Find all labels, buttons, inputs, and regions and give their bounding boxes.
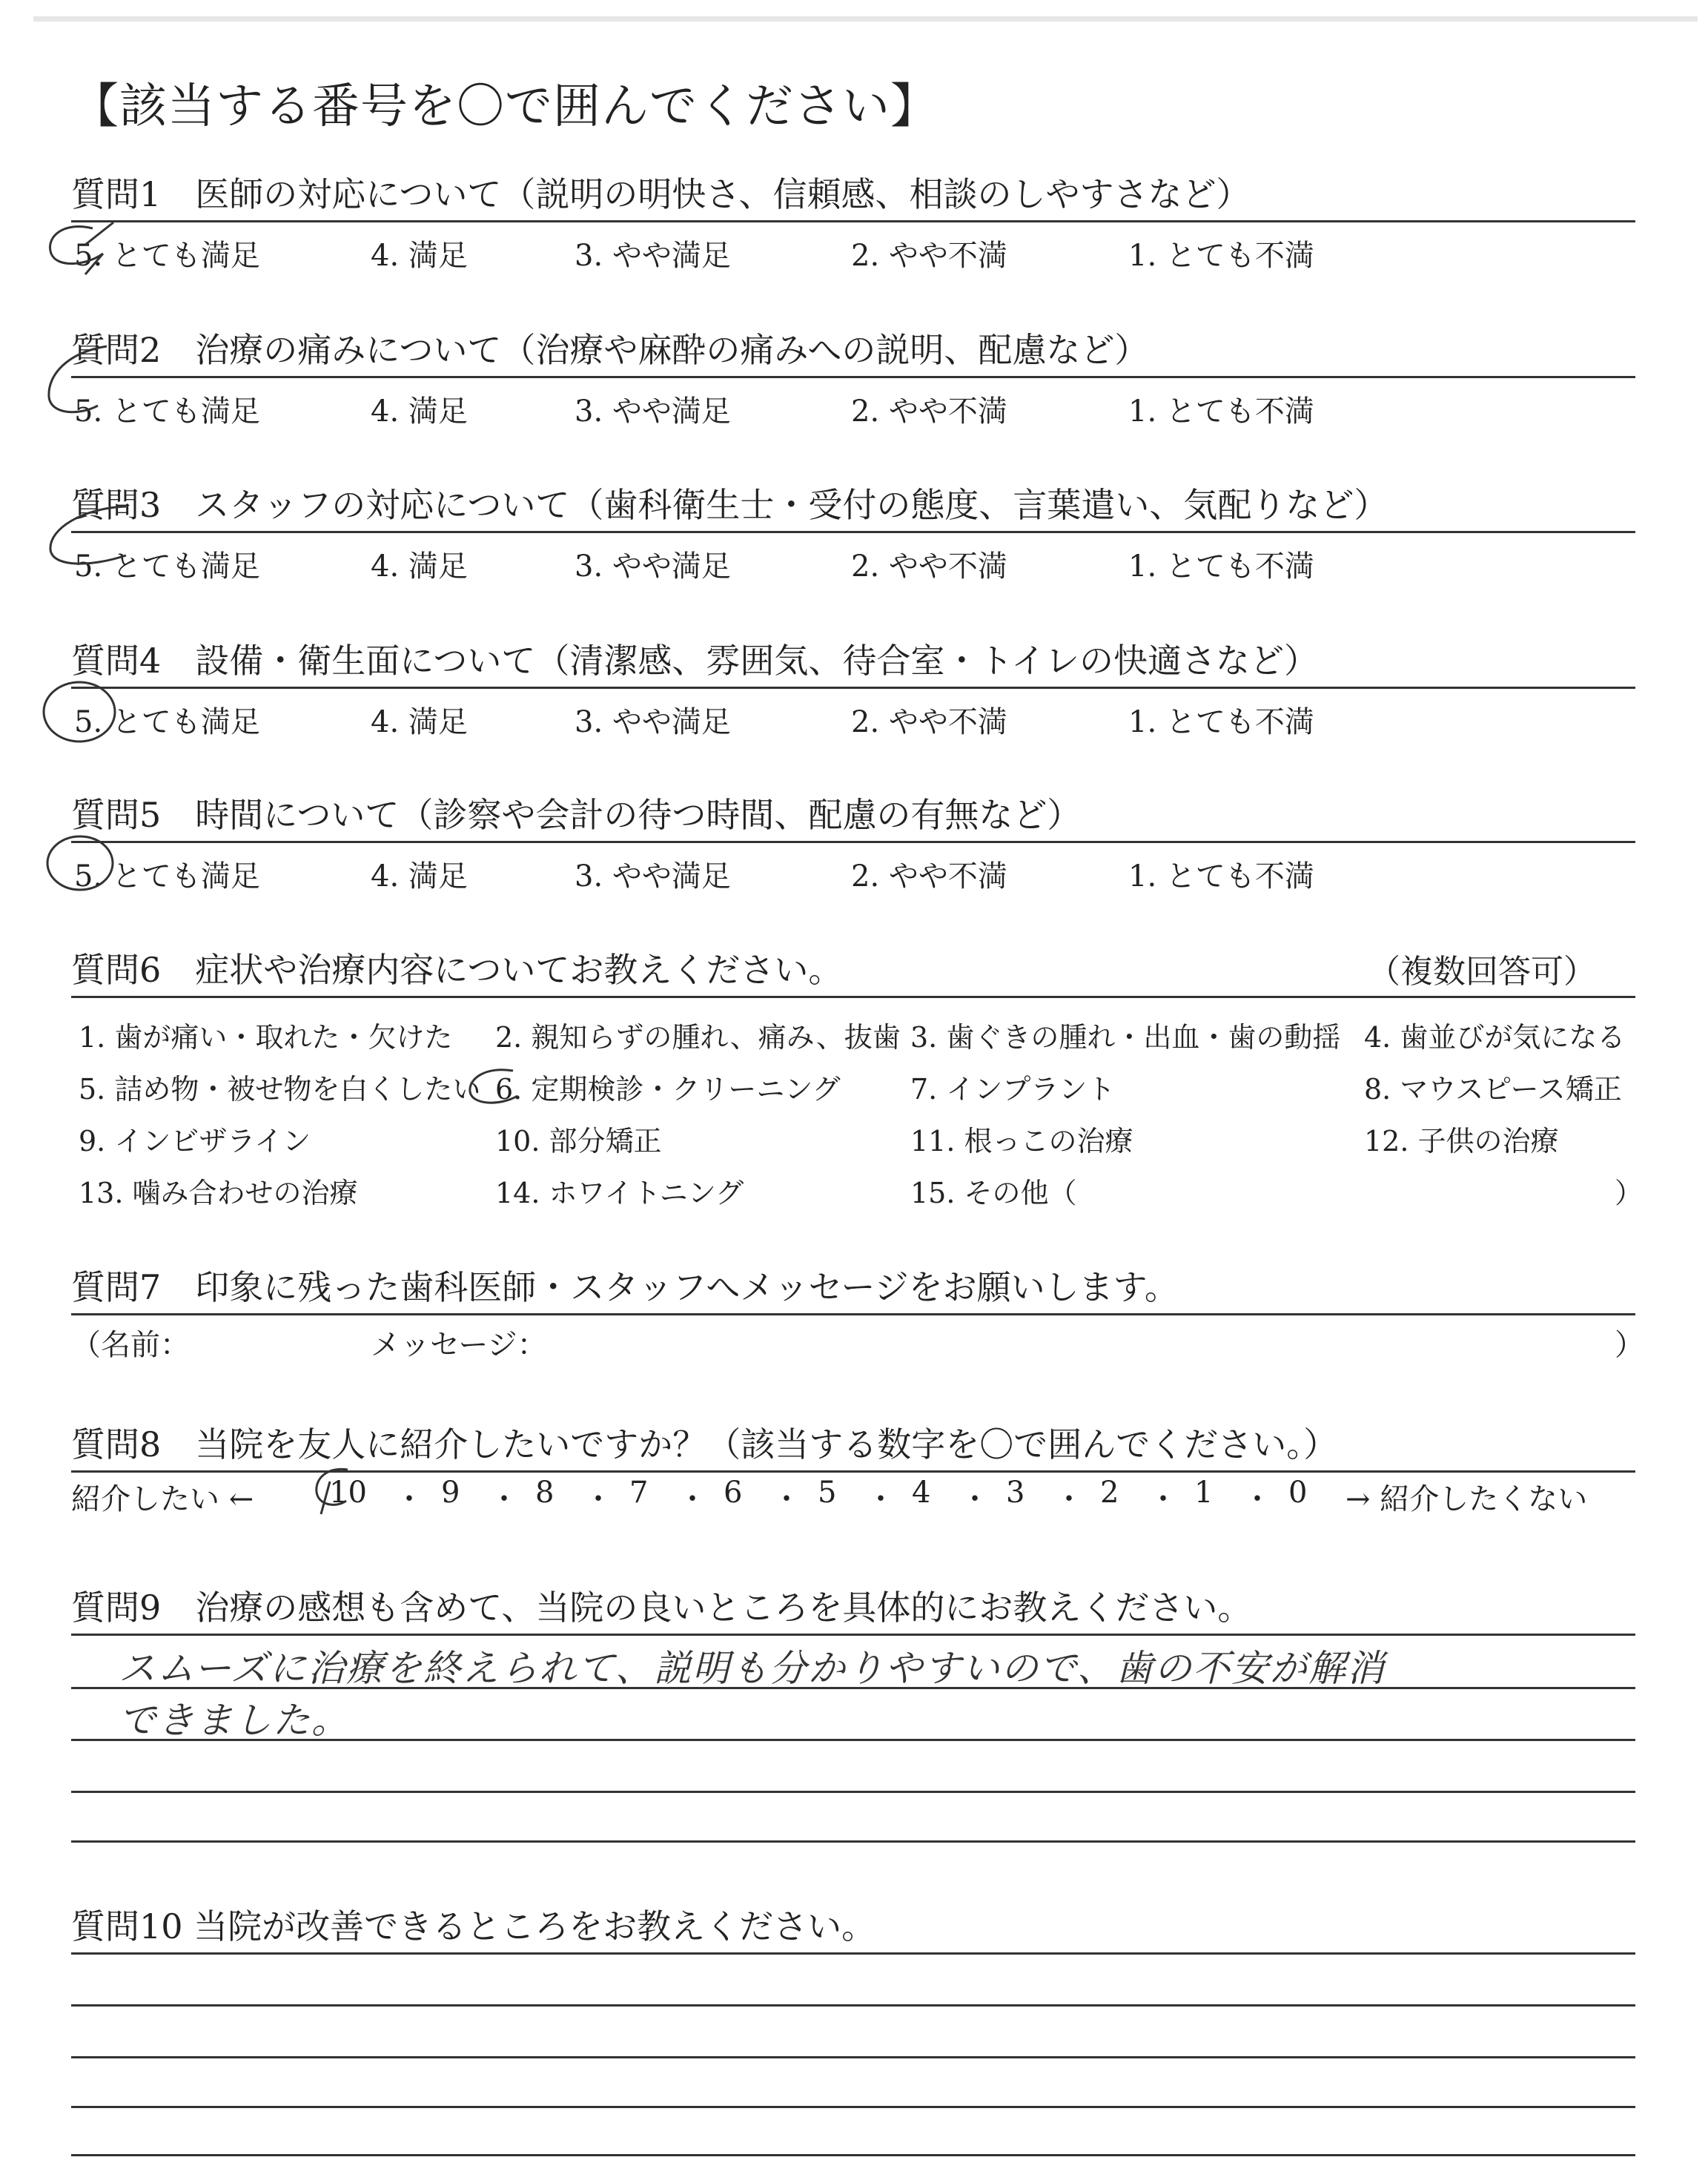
message-close: ） [1615,1328,1644,1362]
answer-rule [71,1840,1635,1843]
divider [71,841,1635,843]
q6-item-15[interactable]: 15. その他（ [910,1177,1077,1209]
answer-rule [71,1739,1635,1741]
page-heading: 【該当する番号を〇で囲んでください】 [71,79,939,134]
q4-option-5[interactable]: 5. とても満足 [74,705,260,739]
q1-option-5[interactable]: 5. とても満足 [74,239,260,273]
q5-option-2[interactable]: 2. やや不満 [851,859,1007,894]
scale-dot: ・ [1054,1482,1084,1516]
answer-rule [71,2106,1635,2108]
q3-option-2[interactable]: 2. やや不満 [851,549,1007,584]
question-6-title: 質問6 症状や治療内容についてお教えください。 [71,950,843,990]
scale-dot: ・ [1242,1482,1272,1516]
answer-rule [71,2154,1635,2156]
scale-dot: ・ [960,1482,990,1516]
q1-option-3[interactable]: 3. やや満足 [575,239,731,273]
q4-option-2[interactable]: 2. やや不満 [851,705,1007,739]
divider [71,1634,1635,1636]
q3-option-4[interactable]: 4. 満足 [371,549,468,584]
answer-rule [71,2004,1635,2007]
q6-item-7[interactable]: 7. インプラント [910,1073,1116,1106]
divider [71,1313,1635,1315]
answer-rule [71,1687,1635,1689]
scale-5[interactable]: 5 [818,1476,837,1510]
scale-7[interactable]: 7 [629,1476,649,1510]
scale-9[interactable]: 9 [441,1476,460,1510]
q3-option-3[interactable]: 3. やや満足 [575,549,731,584]
answer-rule [71,2056,1635,2058]
q4-option-4[interactable]: 4. 満足 [371,705,468,739]
q6-item-11[interactable]: 11. 根っこの治療 [910,1125,1133,1157]
divider [71,1952,1635,1955]
question-3-title: 質問3 スタッフの対応について（歯科衛生士・受付の態度、言葉遣い、気配りなど） [71,485,1388,525]
q2-option-3[interactable]: 3. やや満足 [575,394,731,429]
question-8-title: 質問8 当院を友人に紹介したいですか？（該当する数字を〇で囲んでください。） [71,1424,1338,1464]
scale-8[interactable]: 8 [535,1476,555,1510]
recommend-right-label: → 紹介したくない [1345,1482,1588,1516]
q4-option-3[interactable]: 3. やや満足 [575,705,731,739]
divider [71,687,1635,689]
scale-dot: ・ [583,1482,613,1516]
question-1-title: 質問1 医師の対応について（説明の明快さ、信頼感、相談のしやすさなど） [71,174,1251,214]
question-9-title: 質問9 治療の感想も含めて、当院の良いところを具体的にお教えください。 [71,1588,1252,1628]
q6-item-12[interactable]: 12. 子供の治療 [1364,1125,1559,1157]
q5-option-1[interactable]: 1. とても不満 [1128,859,1314,894]
scale-10[interactable]: 10 [329,1476,367,1510]
q6-item-14[interactable]: 14. ホワイトニング [495,1177,744,1209]
q6-item-13[interactable]: 13. 噛み合わせの治療 [79,1177,358,1209]
message-label: メッセージ： [371,1328,547,1362]
scale-dot: ・ [866,1482,896,1516]
scale-dot: ・ [678,1482,707,1516]
name-label: （名前： [71,1328,190,1362]
answer-rule [71,1791,1635,1793]
q2-option-1[interactable]: 1. とても不満 [1128,394,1314,429]
q2-option-4[interactable]: 4. 満足 [371,394,468,429]
divider [71,531,1635,533]
scale-dot: ・ [394,1482,424,1516]
q1-option-2[interactable]: 2. やや不満 [851,239,1007,273]
q6-item-5[interactable]: 5. 詰め物・被せ物を白くしたい [79,1073,481,1106]
divider [71,1470,1635,1473]
q4-option-1[interactable]: 1. とても不満 [1128,705,1314,739]
divider [71,220,1635,222]
recommend-left-label: 紹介したい ← [71,1482,254,1516]
divider [71,996,1635,998]
question-7-title: 質問7 印象に残った歯科医師・スタッフへメッセージをお願いします。 [71,1267,1179,1307]
scan-top-edge [33,16,1698,22]
q1-option-1[interactable]: 1. とても不満 [1128,239,1314,273]
divider [71,376,1635,378]
q1-option-4[interactable]: 4. 満足 [371,239,468,273]
q6-item-6[interactable]: 6. 定期検診・クリーニング [495,1073,841,1106]
q6-item-1[interactable]: 1. 歯が痛い・取れた・欠けた [79,1021,453,1054]
q3-option-5[interactable]: 5. とても満足 [74,549,260,584]
scale-3[interactable]: 3 [1006,1476,1025,1510]
scale-dot: ・ [772,1482,801,1516]
q9-handwritten-answer-line-1: スムーズに治療を終えられて、説明も分かりやすいので、歯の不安が解消 [119,1647,1386,1690]
q3-option-1[interactable]: 1. とても不満 [1128,549,1314,584]
question-2-title: 質問2 治療の痛みについて（治療や麻酔の痛みへの説明、配慮など） [71,330,1149,370]
q6-item-8[interactable]: 8. マウスピース矯正 [1364,1073,1622,1106]
scale-0[interactable]: 0 [1288,1476,1308,1510]
q2-option-5[interactable]: 5. とても満足 [74,394,260,429]
scale-dot: ・ [489,1482,519,1516]
multiple-answers-note: （複数回答可） [1368,953,1596,991]
q6-item-2[interactable]: 2. 親知らずの腫れ、痛み、抜歯 [495,1021,901,1054]
q6-item-9[interactable]: 9. インビザライン [79,1125,311,1157]
question-5-title: 質問5 時間について（診察や会計の待つ時間、配慮の有無など） [71,795,1082,835]
q9-handwritten-answer-line-2: できました。 [119,1699,350,1742]
question-4-title: 質問4 設備・衛生面について（清潔感、雰囲気、待合室・トイレの快適さなど） [71,641,1319,681]
question-10-title: 質問10 当院が改善できるところをお教えください。 [71,1906,876,1946]
q5-option-5[interactable]: 5. とても満足 [74,859,260,894]
q5-option-3[interactable]: 3. やや満足 [575,859,731,894]
q6-item-10[interactable]: 10. 部分矯正 [495,1125,662,1157]
q5-option-4[interactable]: 4. 満足 [371,859,468,894]
scale-1[interactable]: 1 [1194,1476,1214,1510]
scale-dot: ・ [1148,1482,1178,1516]
q6-item-4[interactable]: 4. 歯並びが気になる [1364,1021,1626,1054]
scale-4[interactable]: 4 [912,1476,931,1510]
scale-6[interactable]: 6 [724,1476,743,1510]
q6-other-close: ） [1615,1177,1644,1209]
q2-option-2[interactable]: 2. やや不満 [851,394,1007,429]
scale-2[interactable]: 2 [1100,1476,1119,1510]
q6-item-3[interactable]: 3. 歯ぐきの腫れ・出血・歯の動揺 [910,1021,1341,1054]
